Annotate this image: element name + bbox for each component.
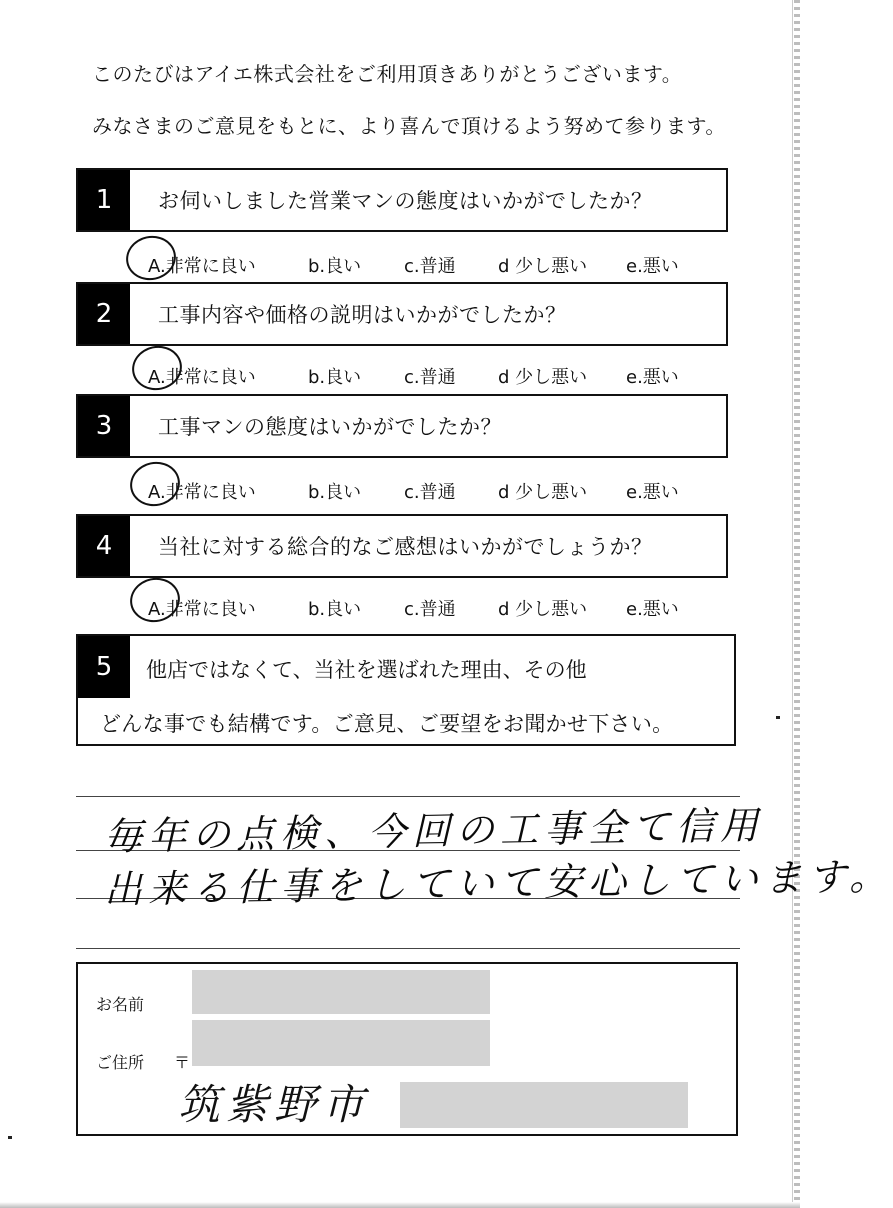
question-2-box	[76, 282, 728, 346]
option-a[interactable]: A.非常に良い	[148, 599, 256, 620]
question-5-number: 5	[78, 636, 130, 698]
scan-edge-line	[792, 0, 793, 1208]
scan-speck	[776, 716, 780, 719]
postal-mark: 〒	[174, 1053, 191, 1072]
option-e[interactable]: e.悪い	[626, 367, 679, 388]
address-label: ご住所	[96, 1053, 145, 1072]
question-5-box	[76, 634, 736, 746]
question-4-text: 当社に対する総合的なご感想はいかがでしょうか？	[158, 535, 653, 559]
option-c[interactable]: c.普通	[404, 482, 456, 503]
contact-info-box	[76, 962, 738, 1136]
question-4-number: 4	[78, 516, 130, 576]
option-b[interactable]: b.良い	[308, 599, 362, 620]
option-d[interactable]: d 少し悪い	[498, 367, 588, 388]
option-b[interactable]: b.良い	[308, 367, 362, 388]
question-1-text: お伺いしました営業マンの態度はいかがでしたか？	[158, 189, 653, 213]
option-d[interactable]: d 少し悪い	[498, 256, 588, 277]
question-3-text: 工事マンの態度はいかがでしたか？	[158, 415, 502, 439]
handwritten-address: 筑紫野市	[178, 1080, 371, 1129]
option-b[interactable]: b.良い	[308, 482, 362, 503]
option-d[interactable]: d 少し悪い	[498, 599, 588, 620]
intro-line-2: みなさまのご意見をもとに、より喜んで頂けるよう努めて参ります。	[92, 114, 726, 138]
name-redacted	[192, 970, 490, 1014]
option-c[interactable]: c.普通	[404, 256, 456, 277]
option-a[interactable]: A.非常に良い	[148, 482, 256, 503]
handwritten-answer-line-1: 毎年の点検、今回の工事全て信用	[103, 803, 765, 859]
handwritten-answer-line-2: 出来る仕事をしていて安心しています。	[103, 854, 893, 912]
question-1-box	[76, 168, 728, 232]
option-a[interactable]: A.非常に良い	[148, 256, 256, 277]
question-2-number: 2	[78, 284, 130, 344]
question-5-line-1: 他店ではなくて、当社を選ばれた理由、その他	[146, 658, 587, 682]
option-e[interactable]: e.悪い	[626, 256, 679, 277]
question-5-line-2: どんな事でも結構です。ご意見、ご要望をお聞かせ下さい。	[100, 712, 674, 736]
question-4-box	[76, 514, 728, 578]
question-1-number: 1	[78, 170, 130, 230]
option-d[interactable]: d 少し悪い	[498, 482, 588, 503]
question-3-box	[76, 394, 728, 458]
answer-rule	[76, 948, 740, 949]
address-redacted	[400, 1082, 688, 1128]
option-e[interactable]: e.悪い	[626, 482, 679, 503]
scan-speck	[8, 1136, 12, 1139]
option-c[interactable]: c.普通	[404, 367, 456, 388]
option-c[interactable]: c.普通	[404, 599, 456, 620]
question-3-number: 3	[78, 396, 130, 456]
option-b[interactable]: b.良い	[308, 256, 362, 277]
question-2-text: 工事内容や価格の説明はいかがでしたか？	[158, 303, 567, 327]
option-a[interactable]: A.非常に良い	[148, 367, 256, 388]
postal-redacted	[192, 1020, 490, 1066]
scan-edge-bottom	[0, 1202, 800, 1208]
option-e[interactable]: e.悪い	[626, 599, 679, 620]
scan-edge-right	[794, 0, 800, 1208]
name-label: お名前	[96, 995, 145, 1014]
intro-line-1: このたびはアイエ株式会社をご利用頂きありがとうございます。	[92, 62, 683, 86]
